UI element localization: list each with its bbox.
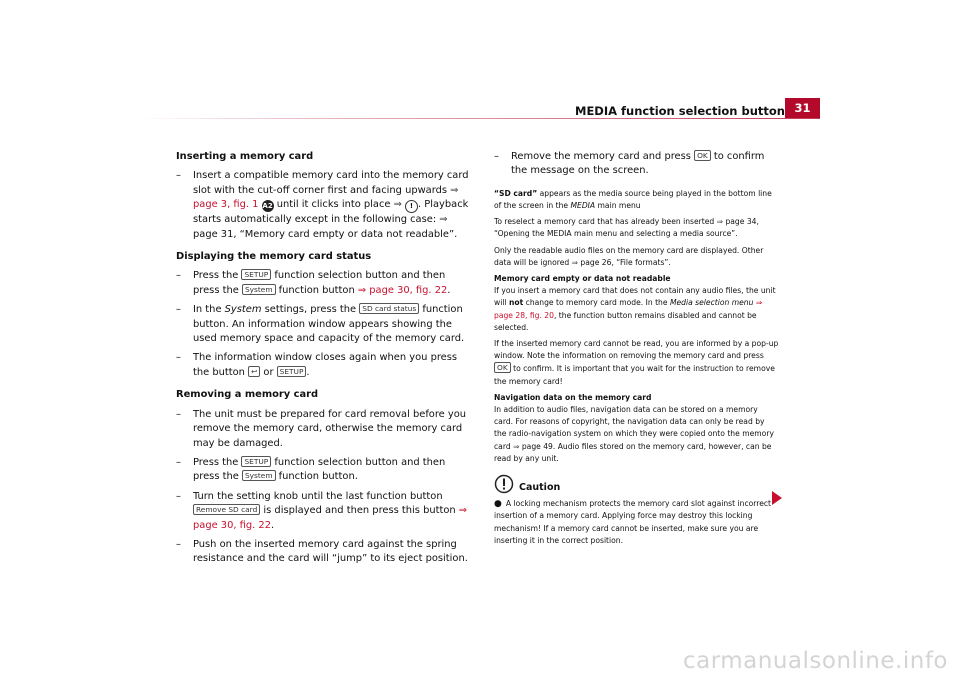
arrow-icon: ⇒ xyxy=(513,441,522,451)
setup-button[interactable]: SETUP xyxy=(277,366,307,377)
arrow-icon: ⇒ xyxy=(357,284,370,296)
step: – Press the SETUP function selection button and then press the System function button. xyxy=(176,456,446,483)
left-column xyxy=(176,150,472,567)
step: – Turn the setting knob until the last function button Remove SD card is displayed and then press this button ⇒ page 30, fig. 22. xyxy=(176,490,468,531)
back-button[interactable]: ↩ xyxy=(248,366,260,377)
sd-card-status-button[interactable]: SD card status xyxy=(359,303,419,314)
setup-button[interactable]: SETUP xyxy=(241,269,271,280)
step: – Insert a compatible memory card into the memory card slot with the cut-off corner first and facing upwards ⇒ page 3, fig. 1 A2 until it clicks into place ⇒ ! . Playback starts automatically except in the following case: ⇒ page 31, “Memory card empty or data not readable”. xyxy=(176,170,469,240)
system-button[interactable]: System xyxy=(242,284,276,295)
arrow-icon: ⇒ xyxy=(439,214,448,226)
section-heading-removing: Removing a memory card xyxy=(176,389,319,401)
paragraph: If the inserted memory card cannot be read, you are informed by a pop-up window. Note the information on removing the memory card and press OK to confirm. It is important that you wait for the instruction to remove the memory card! xyxy=(494,339,779,386)
subheading: Memory card empty or data not readable xyxy=(494,274,671,284)
arrow-icon: ⇒ xyxy=(716,217,726,227)
arrow-icon: ⇒ xyxy=(571,257,581,267)
subheading: Navigation data on the memory card xyxy=(494,392,652,402)
paragraph: In addition to audio files, navigation data can be stored on a memory card. For reasons of copyright, the navigation data can only be read by the radio-navigation system on which they were copied onto the memory card ⇒ page 49. Audio files stored on the memory card, however, can be read by any unit. xyxy=(494,405,774,463)
page-link[interactable]: page 3, fig. 1 xyxy=(193,199,259,211)
step: – The unit must be prepared for card removal before you remove the memory card, otherwise the memory card may be damaged. xyxy=(176,408,467,449)
right-column xyxy=(494,150,779,547)
header-rule xyxy=(140,118,820,119)
page-link[interactable]: page 28, fig. 20 xyxy=(494,310,554,320)
page-link[interactable]: page 30, fig. 22 xyxy=(369,284,448,296)
caution-icon xyxy=(494,474,514,494)
notes xyxy=(494,188,779,547)
page-number: 31 xyxy=(785,98,820,118)
step: – In the System settings, press the SD card status function button. An information window appears showing the used memory space and capacity of the memory card. xyxy=(176,304,465,345)
ok-button[interactable]: OK xyxy=(694,150,711,161)
header-title: MEDIA function selection button xyxy=(575,104,785,118)
page-link[interactable]: page 30, fig. 22 xyxy=(193,519,271,531)
arrow-icon: ⇒ xyxy=(753,298,763,308)
ok-button[interactable]: OK xyxy=(494,362,511,373)
bullet-icon: ● xyxy=(494,499,502,510)
paragraph: To reselect a memory card that has already been inserted ⇒ page 34, “Opening the MEDIA main menu and selecting a media source”. xyxy=(494,217,759,239)
next-page-arrow-icon[interactable] xyxy=(772,491,782,505)
remove-sd-card-button[interactable]: Remove SD card xyxy=(193,504,260,515)
paragraph: Only the readable audio files on the memory card are displayed. Other data will be ignored ⇒ page 26, “File formats”. xyxy=(494,245,764,267)
system-button[interactable]: System xyxy=(242,470,276,481)
paragraph: If you insert a memory card that does not contain any audio files, the unit will not change to memory card mode. In the Media selection menu ⇒ page 28, fig. 20, the function button remains disabled and cannot be selected. xyxy=(494,286,776,332)
paragraph: “SD card” appears as the media source being played in the bottom line of the screen in the MEDIA main menu xyxy=(494,188,772,211)
watermark: carmanualsonline.info xyxy=(682,648,948,674)
step: – Press the SETUP function selection button and then press the System function button ⇒ page 30, fig. 22. xyxy=(176,270,451,296)
arrow-icon: ⇒ xyxy=(393,199,406,211)
callout-a2-icon: A2 xyxy=(262,202,273,211)
arrow-icon: ⇒ xyxy=(458,505,468,517)
section-heading-status: Displaying the memory card status xyxy=(176,251,372,263)
setup-button[interactable]: SETUP xyxy=(241,456,271,467)
section-heading-inserting: Inserting a memory card xyxy=(176,151,314,162)
dash: – xyxy=(176,170,181,182)
step: – Push on the inserted memory card against the spring resistance and the card will “jump” to its eject position. xyxy=(176,538,468,565)
caution-label: Caution xyxy=(519,482,561,494)
step: – The information window closes again when you press the button ↩ or SETUP . xyxy=(176,352,458,378)
warning-icon: ! xyxy=(405,200,418,213)
step: – Remove the memory card and press OK to confirm the message on the screen. xyxy=(494,151,765,177)
caution-header xyxy=(494,474,779,494)
arrow-icon: ⇒ xyxy=(450,184,459,196)
caution-item: ● A locking mechanism protects the memory card slot against incorrect insertion of a memory card. Applying force may destroy this locking mechanism! If a memory card cannot be inserted, make sure you are inserting it in the correct position. xyxy=(494,499,772,545)
